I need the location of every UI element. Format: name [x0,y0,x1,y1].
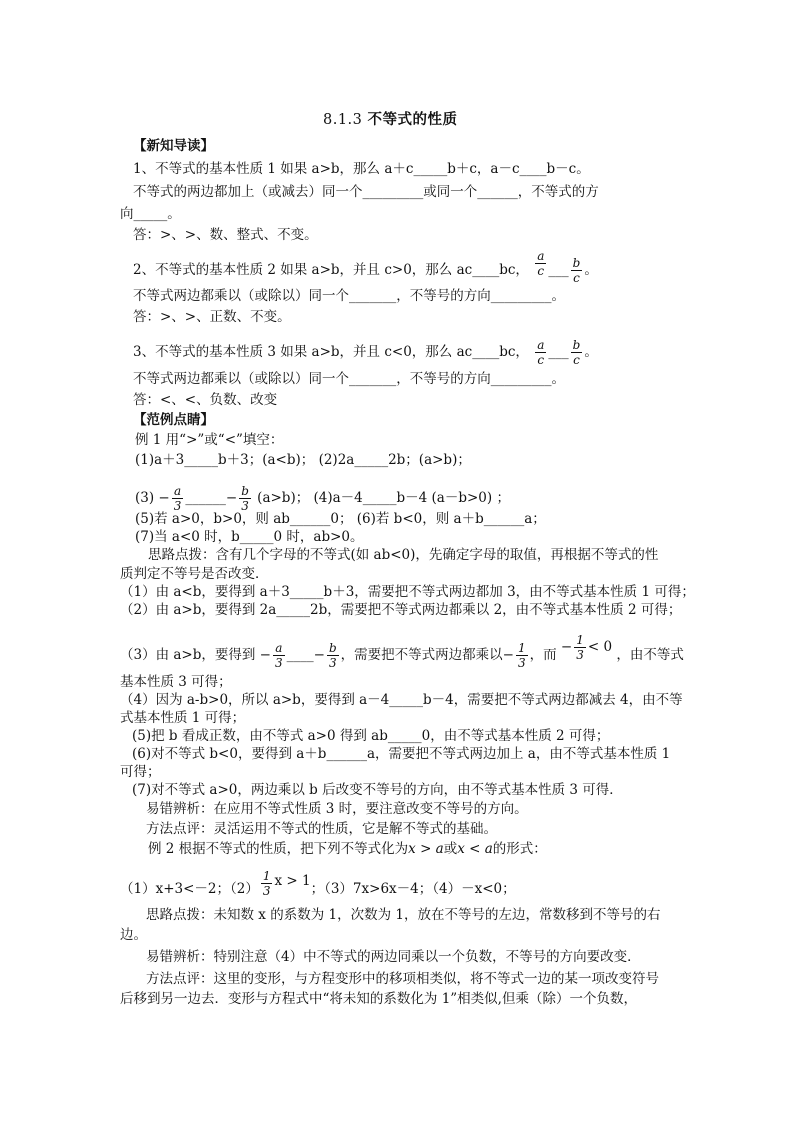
text-line: 2、不等式的基本性质 2 如果 a>b，并且 c>0，那么 ac____bc， $\frac{a}{c}$ ___ $\frac{b}{c}$ 。 [133,249,598,285]
text-span: （1）x+3<－2；（2） [120,881,259,897]
fraction-denominator: c [573,353,580,367]
fraction-denominator: 3 [328,656,337,670]
fraction-numerator: a [172,484,184,499]
fraction-denominator: c [537,264,545,278]
text-line: 易错辨析：特别注意（4）中不等式的两边同乘以一个负数，不等号的方向要改变． [146,949,641,965]
fraction [516,641,528,670]
fraction [574,633,586,662]
title-number: 8.1.3 [323,112,363,128]
text-line: 边。 [120,927,147,943]
text-line: 式基本性质 1 可得； [120,710,246,726]
text-line: 易错辨析：在应用不等式性质 3 时，要注意改变不等号的方向。 [146,801,528,817]
text-span: 3、不等式的基本性质 3 如果 a>b，并且 c<0，那么 ac____bc， [133,344,529,360]
text-line: 后移到另一边去．变形与方程式中“将未知的系数化为 1”相类似,但乘（除）一个负数， [120,991,637,1007]
text-line: 向_____。 [120,206,181,222]
text-line: 基本性质 3 可得； [120,674,232,690]
fraction-numerator: b [241,484,249,498]
fraction-denominator: 3 [241,499,249,513]
text-line: 方法点评：灵活运用不等式的性质，它是解不等式的基础。 [146,821,497,837]
fraction-numerator: b [572,338,581,352]
page-title [323,108,458,129]
text-span: 2、不等式的基本性质 2 如果 a>b，并且 c>0，那么 ac____bc， [133,262,529,278]
title-text: 不等式的性质 [367,111,458,128]
text-line: (5)若 a>0，b>0，则 ab______0； (6)若 b<0，则 a＋b______a； [135,511,546,527]
fraction-numerator: 1 [576,633,584,647]
text-span: ，而 [529,647,557,663]
fraction [261,869,273,898]
text-line: (1)a＋3_____b＋3；(a<b)； (2)2a_____2b；(a>b)； [135,452,471,468]
text-span: (3) [135,490,155,506]
text-line: (7)对不等式 a>0，两边乘以 b 后改变不等号的方向，由不等式基本性质 3 可得． [132,782,623,798]
text-span: ，需要把不等式两边都乘以 [340,647,503,663]
fraction-denominator: 3 [173,499,182,513]
fraction-numerator: a [537,338,545,352]
text-line [120,869,516,898]
text-line: (3) − $\frac{a}{3}$ ______− $\frac{b}{3}$ (a>b)； (4)a－4_____b－4 (a－b>0) ； [135,484,510,513]
text-line: 不等式的两边都加上（或减去）同一个_________或同一个______，不等式的方 [133,184,599,200]
example-heading [148,840,547,858]
inequality-expression: − $\frac{1}{3}$ < 0 [560,633,613,662]
fraction [571,338,583,367]
text-span: （3）由 a>b，要得到 [120,647,256,663]
example-heading: 例 1 用“>”或“<”填空： [135,432,284,448]
text-line: (5)把 b 看成正数，由不等式 a>0 得到 ab_____0，由不等式基本性质 2 可得； [132,728,610,744]
fraction [327,641,339,670]
fraction-denominator: 3 [576,648,584,662]
fraction [571,256,583,285]
text-line: (6)对不等式 b<0，要得到 a＋b______a，需要把不等式两边加上 a，由不等式基本性质 1 [132,746,671,762]
text-line: 思路点拨：含有几个字母的不等式(如 ab<0)，先确定字母的取值，再根据不等式的性 [148,547,659,563]
text-line: 质判定不等号是否改变． [120,566,269,582]
fraction-numerator: 1 [517,641,526,655]
answer-line: 答：>、>、数、整式、不变。 [133,227,318,243]
text-line: 思路点拨：未知数 x 的系数为 1，次数为 1，放在不等号的左边，常数移到不等号的右 [146,907,661,923]
fraction-numerator: b [328,641,337,655]
text-line: 方法点评：这里的变形，与方程变形中的移项相类似，将不等式一边的某一项改变符号 [146,971,659,987]
text-line: 可得； [120,764,161,780]
text-span: (a>b)； (4)a－4_____b－4 (a－b>0) ； [257,490,510,506]
fraction-numerator: b [572,256,581,270]
section-heading: 【范例点睛】 [133,412,214,428]
text-line: （3）由 a>b，要得到 − $\frac{a}{3}$ ____− $\frac{b}{3}$ ，需要把不等式两边都乘以− $\frac{1}{3}$ ，而 − $\frac{1}{3}$ < 0 ，由不等式 [120,633,684,670]
fraction-denominator: c [573,271,580,285]
fraction-denominator: c [537,353,545,367]
text-span: 的形式： [492,841,547,857]
fraction [239,484,251,513]
fraction [535,249,546,278]
fraction [535,338,546,367]
text-span: 例 2 根据不等式的性质，把下列不等式化为 [148,841,409,857]
text-line: 1、不等式的基本性质 1 如果 a>b，那么 a＋c_____b＋c，a－c____b－c。 [133,161,590,177]
fraction [172,484,184,513]
fraction-denominator: 3 [517,656,526,670]
section-heading: 【新知导读】 [133,138,214,154]
text-line: 不等式两边都乘以（或除以）同一个_______，不等号的方向_________。 [133,371,565,387]
fraction-numerator: a [537,249,545,263]
text-line: （2）由 a>b，要得到 2a_____2b，需要把不等式两边都乘以 2，由不等式基本性质 2 可得； [120,602,682,618]
math-expression: x > a [408,841,444,857]
text-span: ；（3）7x>6x－4；（4）－x<0； [310,881,516,897]
text-line: 3、不等式的基本性质 3 如果 a>b，并且 c<0，那么 ac____bc， $\frac{a}{c}$ ___ $\frac{b}{c}$ 。 [133,338,598,367]
answer-line: 答：<、<、负数、改变 [133,392,278,408]
answer-line: 答：>、>、正数、不变。 [133,309,291,325]
fraction-numerator: a [273,641,285,656]
fraction-denominator: 3 [262,884,271,898]
math-expression: x < a [457,841,493,857]
text-line: （4）因为 a-b>0，所以 a>b，要得到 a－4_____b－4，需要把不等式两边都减去 4，由不等 [120,692,683,708]
text-span: 或 [443,841,458,857]
text-line: (7)当 a<0 时，b_____0 时，ab>0。 [135,529,364,545]
fraction [273,641,285,670]
fraction-denominator: 3 [275,656,283,670]
text-line: （1）由 a<b，要得到 a＋3_____b＋3，需要把不等式两边都加 3，由不等式基本性质 1 可得； [120,584,695,600]
fraction-numerator: 1 [262,869,271,883]
text-line: 不等式两边都乘以（或除以）同一个_______，不等号的方向_________。 [133,288,565,304]
text-span: ，由不等式 [616,647,684,663]
math-expression: x > 1 [274,873,311,889]
